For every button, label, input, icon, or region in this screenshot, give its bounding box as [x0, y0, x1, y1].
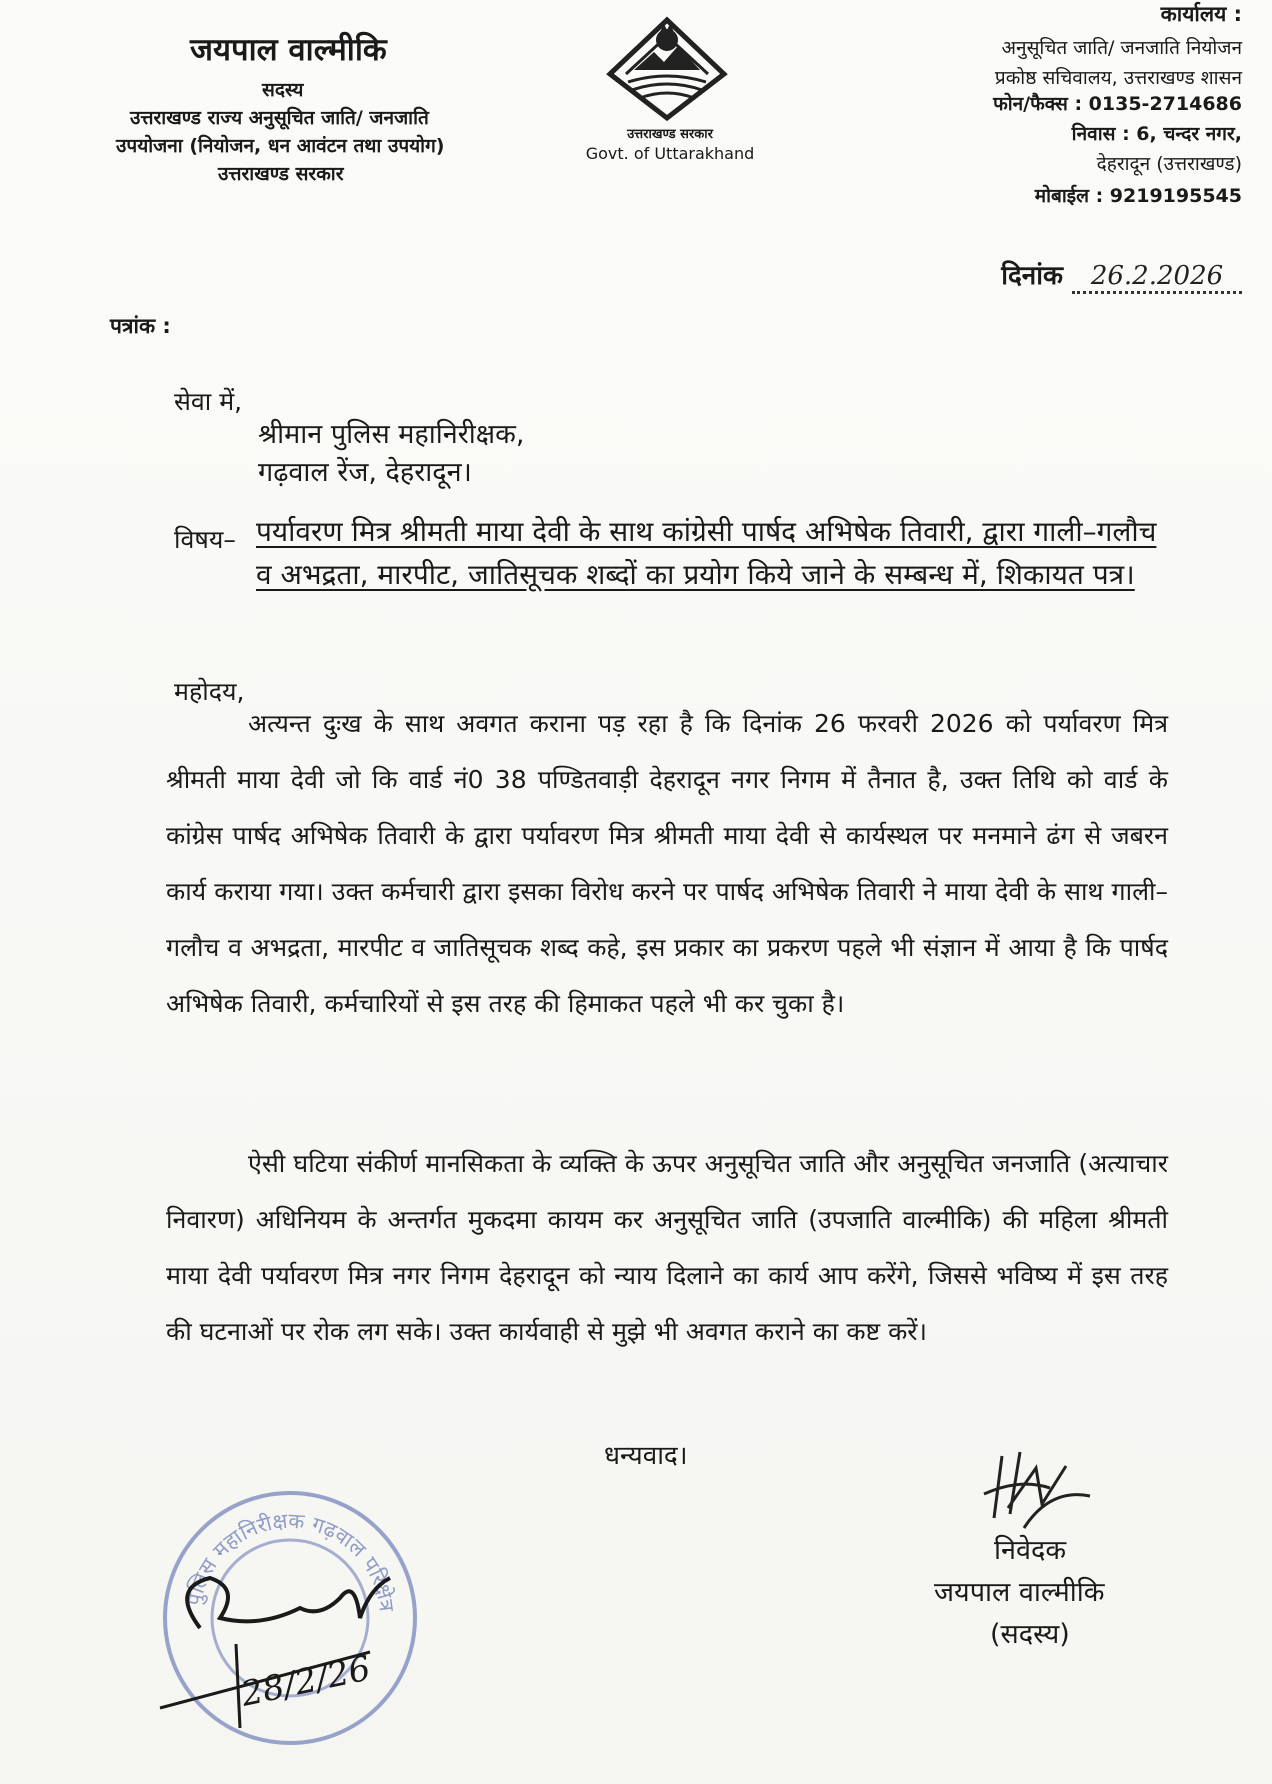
office-phone: फोन/फैक्स : 0135-2714686	[993, 93, 1242, 115]
addressee-line2: गढ़वाल रेंज, देहरादून।	[258, 457, 472, 488]
date-value: 26.2.2026	[1072, 261, 1242, 294]
office-line2: प्रकोष्ठ सचिवालय, उत्तराखण्ड शासन	[994, 67, 1242, 89]
salutation: महोदय,	[174, 677, 245, 706]
received-stamp-icon	[140, 1468, 440, 1768]
subject-block	[256, 510, 1166, 596]
stamp-received-date: 28/2/26	[237, 1648, 375, 1715]
sender-name: जयपाल वाल्मीकि	[190, 32, 387, 68]
date-row	[1001, 256, 1242, 294]
closing-thanks: धन्यवाद।	[604, 1441, 688, 1471]
emblem-caption-hindi: उत्तराखण्ड सरकार	[627, 127, 713, 142]
addressee-to: सेवा में,	[174, 387, 243, 416]
date-label: दिनांक	[1001, 261, 1063, 291]
uttarakhand-emblem-icon	[604, 12, 730, 122]
addressee-line1: श्रीमान पुलिस महानिरीक्षक,	[258, 419, 525, 450]
sender-org-line2: उपयोजना (नियोजन, धन आवंटन तथा उपयोग)	[116, 135, 445, 157]
office-label: कार्यालय :	[1160, 2, 1242, 26]
office-line1: अनुसूचित जाति/ जनजाति नियोजन	[1001, 37, 1242, 59]
subject-text: पर्यावरण मित्र श्रीमती माया देवी के साथ कांग्रेसी पार्षद अभिषेक तिवारी, द्वारा गाली–गलौच व अभद्रता, मारपीट, जातिसूचक शब्दों का प्रयोग किये जाने के सम्बन्ध में, शिकायत पत्र।	[256, 515, 1157, 591]
residence-city: देहरादून (उत्तराखण्ड)	[1096, 153, 1242, 175]
subject-label: विषय–	[174, 525, 236, 554]
sender-org-line1: उत्तराखण्ड राज्य अनुसूचित जाति/ जनजाति	[130, 107, 429, 129]
handwritten-signature-icon	[980, 1448, 1100, 1538]
signatory-name: जयपाल वाल्मीकि	[934, 1577, 1105, 1608]
emblem-caption-english: Govt. of Uttarakhand	[585, 144, 755, 163]
body-paragraph-2: ऐसी घटिया संकीर्ण मानसिकता के व्यक्ति के ऊपर अनुसूचित जाति और अनुसूचित जनजाति (अत्याचार निवारण) अधिनियम के अन्तर्गत मुकदमा कायम कर अनुसूचित जाति (उपजाति वाल्मीकि) की महिला श्रीमती माया देवी पर्यावरण मित्र नगर निगम देहरादून को न्याय दिलाने का कार्य आप करेंगे, जिससे भविष्य में इस तरह की घटनाओं पर रोक लग सके। उक्त कार्यवाही से मुझे भी अवगत कराने का कष्ट करें।	[166, 1149, 1168, 1346]
sender-org-line3: उत्तराखण्ड सरकार	[218, 163, 344, 185]
signatory-role: (सदस्य)	[990, 1619, 1070, 1650]
body-paragraph-1: अत्यन्त दुःख के साथ अवगत कराना पड़ रहा है कि दिनांक 26 फरवरी 2026 को पर्यावरण मित्र श्रीमती माया देवी जो कि वार्ड नं0 38 पण्डितवाड़ी देहरादून नगर निगम में तैनात है, उक्त तिथि को वार्ड के कांग्रेस पार्षद अभिषेक तिवारी के द्वारा पर्यावरण मित्र श्रीमती माया देवी से कार्यस्थल पर मनमाने ढंग से जबरन कार्य कराया गया। उक्त कर्मचारी द्वारा इसका विरोध करने पर पार्षद अभिषेक तिवारी ने माया देवी के साथ गाली–गलौच व अभद्रता, मारपीट व जातिसूचक शब्द कहे, इस प्रकार का प्रकरण पहले भी संज्ञान में आया है कि पार्षद अभिषेक तिवारी, कर्मचारियों से इस तरह की हिमाकत पहले भी कर चुका है।	[166, 709, 1168, 1018]
stamp-text: पुलिस महानिरीक्षक गढ़वाल परिक्षेत्र	[181, 1508, 399, 1613]
sender-designation: सदस्य	[262, 79, 304, 101]
reference-label: पत्रांक :	[110, 314, 171, 338]
signature-label: निवेदक	[994, 1535, 1067, 1566]
mobile-number: मोबाईल : 9219195545	[1034, 185, 1242, 207]
residence-address: निवास : 6, चन्दर नगर,	[1071, 123, 1242, 145]
